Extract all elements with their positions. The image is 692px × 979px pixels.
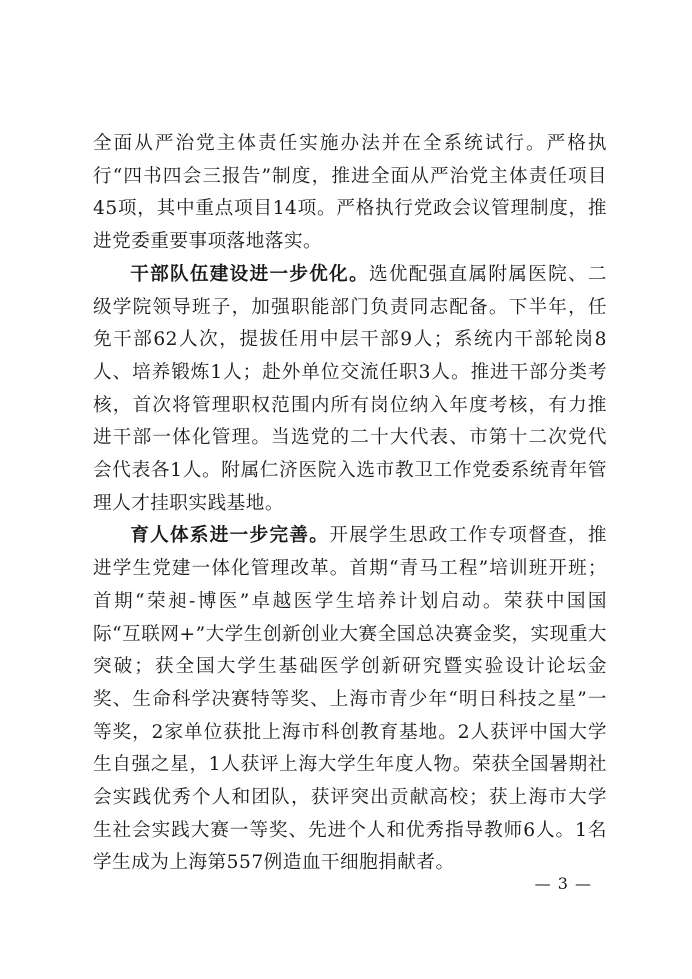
document-body bbox=[93, 128, 607, 880]
paragraph-education-system bbox=[93, 520, 607, 880]
paragraph-text: 选优配强直属附属医院、二级学院领导班子，加强职能部门负责同志配备。下半年，任免干部62人次，提拔任用中层干部9人；系统内干部轮岗8人、培养锻炼1人；赴外单位交流任职3人。推进干部分类考核，首次将管理职权范围内所有岗位纳入年度考核，有力推进干部一体化管理。当选党的二十大代表、市第十二次党代会代表各1人。附属仁济医院入选市教卫工作党委系统青年管理人才挂职实践基地。 bbox=[93, 263, 607, 514]
paragraph-text: 开展学生思政工作专项督查，推进学生党建一体化管理改革。首期“青马工程”培训班开班；首期“荣昶-博医”卓越医学生培养计划启动。荣获中国国际“互联网+”大学生创新创业大赛全国总决赛金奖，实现重大突破；获全国大学生基础医学创新研究暨实验设计论坛金奖、生命科学决赛特等奖、上海市青少年“明日科技之星”一等奖，2家单位获批上海市科创教育基地。2人获评中国大学生自强之星，1人获评上海大学生年度人物。荣获全国暑期社会实践优秀个人和团队，获评突出贡献高校；获上海市大学生社会实践大赛一等奖、先进个人和优秀指导教师6人。1名学生成为上海第557例造血干细胞捐献者。 bbox=[93, 525, 607, 874]
paragraph-heading: 育人体系进一步完善。 bbox=[130, 525, 330, 547]
page-number: — 3 — bbox=[534, 874, 592, 893]
paragraph-text: 全面从严治党主体责任实施办法并在全系统试行。严格执行“四书四会三报告”制度，推进全面从严治党主体责任项目45项，其中重点项目14项。严格执行党政会议管理制度，推进党委重要事项落地落实。 bbox=[93, 133, 607, 253]
paragraph-continuation bbox=[93, 128, 607, 259]
paragraph-cadre-team bbox=[93, 259, 607, 521]
paragraph-heading: 干部队伍建设进一步优化。 bbox=[130, 263, 369, 285]
